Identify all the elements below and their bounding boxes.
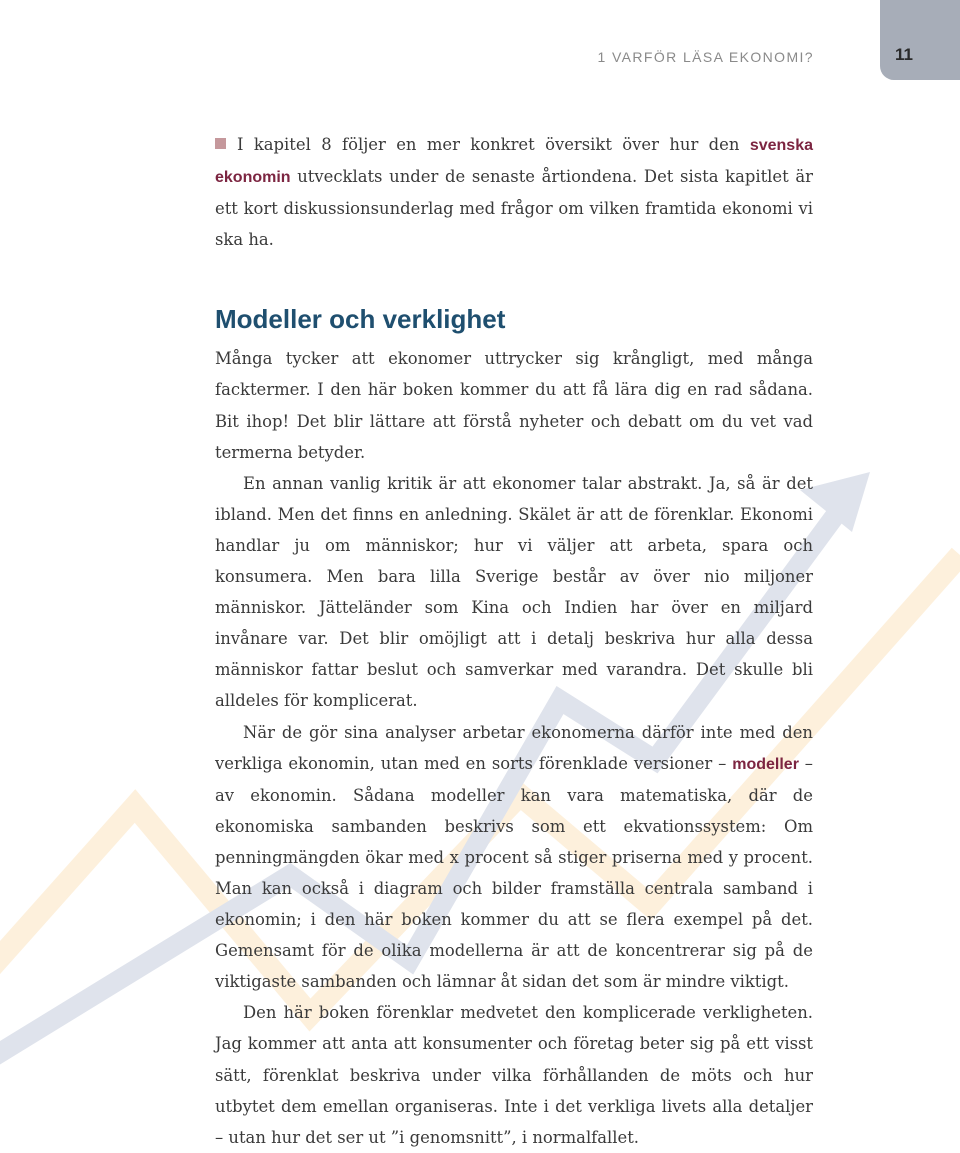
paragraph-3-after: – av ekonomin. Sådana modeller kan vara matematiska, där de ekonomiska sambanden beskrivs som ett ekvationssystem: Om penningmängden ökar med x procent så stiger priserna med y procent. Man kan också i diagram och bilder framställa centrala samband i ekonomin; i den här boken kommer du att se flera exempel på det. Gemensamt för de olika modellerna är att de koncentrerar sig på de viktigaste sambanden och lämnar åt sidan det som är mindre viktigt.: [215, 753, 813, 992]
paragraph-1: Många tycker att ekonomer uttrycker sig krångligt, med många facktermer. I den här boken kommer du att få lära dig en rad sådana. Bit ihop! Det blir lättare att förstå nyheter och debatt om du vet vad termerna betyder.: [215, 349, 813, 462]
keyword-modeller: modeller: [732, 755, 799, 773]
running-head: 1 VARFÖR LÄSA EKONOMI?: [597, 49, 814, 65]
keyword-svenska-ekonomin: svenska ekonomin: [215, 137, 813, 187]
intro-text-after: utvecklats under de senaste årtiondena. Det sista kapitlet är ett kort diskussionsunderlag med frågor om vilken framtida ekonomi vi ska ha.: [215, 167, 813, 250]
paragraph-3: [215, 717, 813, 998]
square-bullet-icon: [215, 138, 226, 149]
section-heading: Modeller och verklighet: [215, 304, 506, 335]
paragraph-2: En annan vanlig kritik är att ekonomer talar abstrakt. Ja, så är det ibland. Men det finns en anledning. Skälet är att de förenklar. Ekonomi handlar ju om människor; hur vi väljer att arbeta, spara och konsumera. Men bara lilla Sverige består av över nio miljoner människor. Jätteländer som Kina och Indien har över en miljard invånare var. Det blir omöjligt att i detalj beskriva hur alla dessa människor fattar beslut och samverkar med varandra. Det skulle bli alldeles för komplicerat.: [215, 473, 813, 711]
intro-text-before: I kapitel 8 följer en mer konkret översikt över hur den: [237, 135, 750, 154]
main-text: [215, 129, 813, 1153]
page-number: 11: [895, 45, 913, 64]
paragraph-4: Den här boken förenklar medvetet den komplicerade verkligheten. Jag kommer att anta att konsumenter och företag beter sig på ett visst sätt, förenklat beskriva under vilka förhållanden de möts och hur utbytet dem emellan organiseras. Inte i det verkliga livets alla detaljer – utan hur det ser ut ”i genomsnitt”, i normalfallet.: [215, 1003, 813, 1147]
page-number-tab: [880, 0, 960, 80]
paragraph-3-before: När de gör sina analyser arbetar ekonomerna därför inte med den verkliga ekonomin, utan med en sorts förenklade versioner –: [215, 722, 813, 773]
intro-paragraph: [215, 129, 813, 255]
